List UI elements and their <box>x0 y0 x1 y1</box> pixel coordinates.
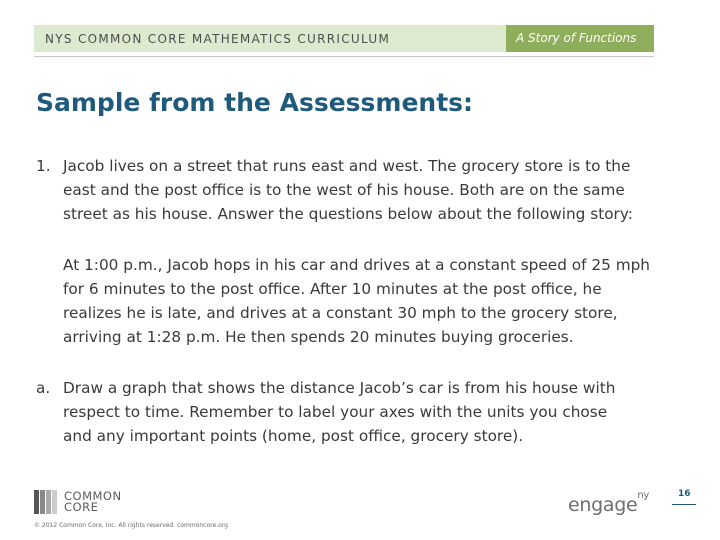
question-line: street as his house. Answer the questions below about the following story: <box>63 205 633 223</box>
part-a-label: a. <box>36 379 51 397</box>
brand-sup: ny <box>637 489 650 501</box>
part-a-text <box>63 376 615 448</box>
question-number: 1. <box>36 157 51 175</box>
part-a-line: respect to time. Remember to label your axes with the units you chose <box>63 403 608 421</box>
module-tag: A Story of Functions <box>516 31 637 45</box>
story-line: At 1:00 p.m., Jacob hops in his car and drives at a constant speed of 25 mph <box>63 256 651 274</box>
story-line: for 6 minutes to the post office. After 10 minutes at the post office, he <box>63 280 602 298</box>
logo-text <box>64 491 122 513</box>
part-a-line: and any important points (home, post office, grocery store). <box>63 427 524 445</box>
story-line: realizes he is late, and drives at a constant 30 mph to the grocery store, <box>63 304 618 322</box>
part-a-line: Draw a graph that shows the distance Jacob’s car is from his house with <box>63 379 616 397</box>
question-line: east and the post office is to the west of his house. Both are on the same <box>63 181 625 199</box>
brand-text: engage <box>568 494 638 516</box>
logo-line: COMMON <box>64 489 122 503</box>
page-number-rule <box>672 504 696 505</box>
question-text <box>63 154 633 226</box>
question-line: Jacob lives on a street that runs east and west. The grocery store is to the <box>63 157 631 175</box>
common-core-logo-icon <box>34 490 61 514</box>
page-title: Sample from the Assessments: <box>36 88 474 117</box>
curriculum-label: NYS COMMON CORE MATHEMATICS CURRICULUM <box>45 32 391 46</box>
logo-line: CORE <box>64 500 99 514</box>
page-number: 16 <box>678 489 691 499</box>
header-divider <box>34 56 654 57</box>
story-text <box>63 253 650 349</box>
engageny-logo <box>568 489 650 516</box>
story-line: arriving at 1:28 p.m. He then spends 20 minutes buying groceries. <box>63 328 574 346</box>
copyright: © 2012 Common Core, Inc. All rights reserved. commoncore.org <box>34 522 228 529</box>
